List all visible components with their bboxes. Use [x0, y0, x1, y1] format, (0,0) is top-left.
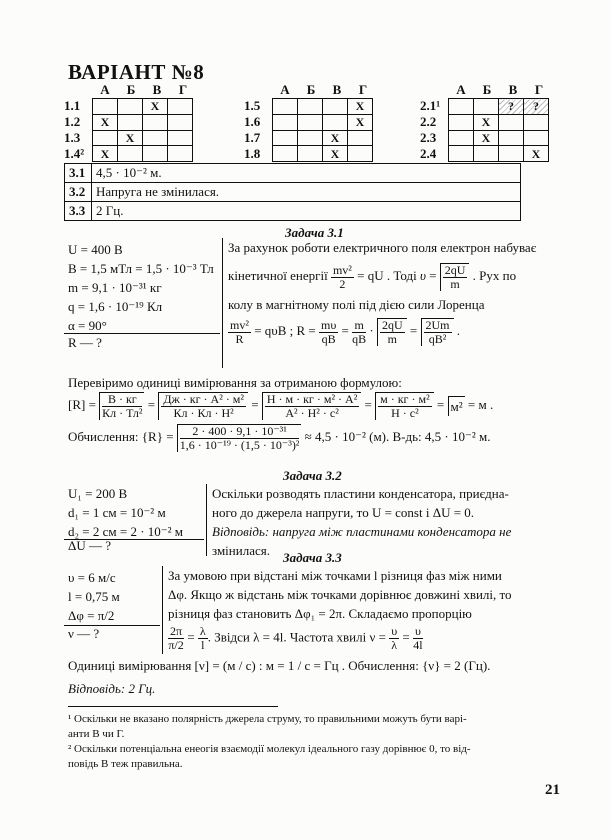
answer-grid	[64, 82, 196, 162]
task-3-1-title: Задача 3.1	[285, 225, 344, 240]
answer-row	[93, 146, 193, 162]
answer-cell	[524, 114, 549, 130]
answer-cell: ?	[524, 99, 549, 115]
task-3-2-given: U₁ = 200 В d₁ = 1 см = 10⁻² м d₂ = 2 см = 2 · 10⁻² м	[68, 486, 184, 539]
row-label: 2.3	[420, 130, 437, 145]
row-label: 1.5	[244, 98, 261, 113]
answer-cell	[524, 130, 549, 146]
answer-cell	[298, 130, 323, 146]
answer-cell	[298, 99, 323, 115]
column-header: В	[332, 82, 342, 97]
row-label: 1.4²	[64, 146, 85, 161]
answer-cell	[474, 146, 499, 162]
column-header: Б	[482, 82, 492, 97]
answer-cell: X	[474, 114, 499, 130]
task-3-3-units: Одиниці вимірювання [ν] = (м / с) : м = 1 / с = Гц . Обчислення: {ν} = 2 (Гц).	[68, 658, 491, 673]
answer-cell	[449, 99, 474, 115]
row-label: 1.6	[244, 114, 261, 129]
answer-cell	[273, 130, 298, 146]
row-label: 2.2	[420, 114, 437, 129]
task-3-1-find: R — ?	[68, 335, 102, 350]
answer-cell	[449, 130, 474, 146]
answer-cell	[168, 99, 193, 115]
column-header: Б	[126, 82, 136, 97]
answer-cell	[168, 146, 193, 162]
answer-row	[449, 146, 549, 162]
task-3-3-title: Задача 3.3	[283, 550, 342, 565]
answer-cell: X	[474, 130, 499, 146]
row-label: 1.2	[64, 114, 81, 129]
answers-part3	[64, 163, 521, 221]
answer-cell	[348, 146, 373, 162]
answer-cell	[323, 114, 348, 130]
answer-cell: X	[348, 99, 373, 115]
answer-cell	[449, 146, 474, 162]
footnotes: ¹ Оскільки не вказано полярність джерела струму, то правильними можуть бути варі- анти В чи Г. ² Оскільки потенціальна енеогія взаємодії молекул ідеального газу дорівнює 0, то від- повідь В теж правильна.	[68, 713, 471, 770]
answer-cell	[499, 146, 524, 162]
answer-cell: X	[93, 146, 118, 162]
task-3-2-title: Задача 3.2	[283, 468, 342, 483]
units-check: [R] = $\frac{В \cdot кг}{\text{Кл · Тл²}}$ = $\frac{\text{Дж · кг · А² · м²}}{\text{Кл · Кл · Н²}}$ = $\frac{\text{Н · м · кг · м² · А²}}{\text{А² · Н² · с²}}$ = $\frac{\text{м · кг · м²}}{\text{Н · с²}}$ = м² = м .	[68, 392, 494, 420]
page-number: 21	[545, 782, 560, 798]
row-label: 1.3	[64, 130, 81, 145]
column-header: В	[508, 82, 518, 97]
column-header: А	[280, 82, 290, 97]
answer-cell	[143, 146, 168, 162]
answer-cell: X	[323, 130, 348, 146]
answer-row	[449, 130, 549, 146]
task-3-3-solution: За умовою при відстані між точками l різниця фаз між ними Δφ. Якщо ж відстань між точками дорівнює довжині хвилі, то різниця фаз становить Δφ₁ = 2π. Складаємо пропорцію $\frac{2\pi}{\pi/2}$ = $\frac{\lambda}{l}$ . Звідси λ = 4l. Частота хвилі ν = $\frac{\upsilon}{\lambda}$ = $\frac{\upsilon}{4l}$	[168, 568, 512, 652]
answer-grid	[244, 82, 376, 162]
answer-row	[273, 130, 373, 146]
answer-cell	[348, 130, 373, 146]
answer-row: 3.3 2 Гц.	[65, 202, 521, 221]
answer-grid	[420, 82, 552, 162]
answer-cell	[273, 114, 298, 130]
answer-row: 3.1 4,5 · 10⁻² м.	[65, 164, 521, 183]
column-header: Г	[178, 82, 188, 97]
task-3-1-solution: За рахунок роботи електричного поля електрон набуває кінетичної енергії $\frac{\text{mv²}}{2}$ = qU . Тоді υ = $\frac{2qU}{m}$ . Рух по колу в магнітному полі під дією сили Лоренца $\frac{\text{mv²}}{R}$ = qυB ; R = $\frac{m\upsilon}{qB}$ = $\frac{m}{qB}$ · $\frac{2qU}{m}$ = $\frac{2Um}{\text{qB²}}$ .	[228, 240, 537, 346]
answer-cell: X	[348, 114, 373, 130]
answer-cell	[143, 130, 168, 146]
answer-cell	[273, 99, 298, 115]
answer-cell	[499, 130, 524, 146]
answer-row	[93, 114, 193, 130]
column-header: Г	[534, 82, 544, 97]
answer-row	[93, 130, 193, 146]
answer-cell	[298, 146, 323, 162]
answer-cell	[168, 114, 193, 130]
row-label: 2.1¹	[420, 98, 441, 113]
task-3-2-solution: Оскільки розводять пластини конденсатора, приєдна- ного до джерела напруги, то U = const і ΔU = 0. Відповідь: напруга між пластинами конденсатора не змінилася.	[212, 486, 512, 558]
answer-cell	[118, 99, 143, 115]
column-header: Г	[358, 82, 368, 97]
answer-row: 3.2 Напруга не змінилася.	[65, 183, 521, 202]
answer-cell: X	[118, 130, 143, 146]
answer-cell	[118, 146, 143, 162]
answer-cell	[168, 130, 193, 146]
answer-cell: X	[93, 114, 118, 130]
answer-cell: X	[323, 146, 348, 162]
answer-cell	[298, 114, 323, 130]
answer-row	[449, 99, 549, 115]
column-header: А	[100, 82, 110, 97]
task-3-1-given: U = 400 В B = 1,5 мТл = 1,5 · 10⁻³ Тл m = 9,1 · 10⁻³¹ кг q = 1,6 · 10⁻¹⁹ Кл α = 90°	[68, 242, 214, 333]
answer-row	[273, 114, 373, 130]
answer-cell	[118, 114, 143, 130]
calculation: Обчислення: {R} = $\frac{\text{2 · 400 · 9,1 · 10⁻³¹}}{\text{1,6 · 10⁻¹⁹ · (1,5 · 10⁻³)²}}$ ≈ 4,5 · 10⁻² (м). В-дь: 4,5 · 10⁻² м.	[68, 424, 491, 452]
answer-cell	[323, 99, 348, 115]
page-title: ВАРІАНТ №8	[68, 60, 205, 84]
column-header: В	[152, 82, 162, 97]
answer-row	[93, 99, 193, 115]
column-header: Б	[306, 82, 316, 97]
row-label: 1.1	[64, 98, 81, 113]
answer-cell	[449, 114, 474, 130]
row-label: 1.7	[244, 130, 261, 145]
row-label: 1.8	[244, 146, 261, 161]
answer-cell	[143, 114, 168, 130]
answer-cell	[93, 99, 118, 115]
row-label: 2.4	[420, 146, 437, 161]
answer-row	[273, 99, 373, 115]
task-3-2-find: ΔU — ?	[68, 538, 112, 553]
answer-cell	[273, 146, 298, 162]
units-check-intro: Перевіримо одиниці вимірювання за отриманою формулою:	[68, 375, 402, 390]
task-3-3-given: υ = 6 м/с l = 0,75 м Δφ = π/2	[68, 570, 120, 623]
answer-cell	[499, 114, 524, 130]
task-3-3-answer: Відповідь: 2 Гц.	[68, 681, 156, 696]
answer-cell: ?	[499, 99, 524, 115]
column-header: А	[456, 82, 466, 97]
answer-cell	[474, 99, 499, 115]
answer-cell: X	[524, 146, 549, 162]
answer-row	[449, 114, 549, 130]
task-3-3-find: ν — ?	[68, 626, 100, 641]
answer-cell: X	[143, 99, 168, 115]
answer-cell	[93, 130, 118, 146]
answer-row	[273, 146, 373, 162]
